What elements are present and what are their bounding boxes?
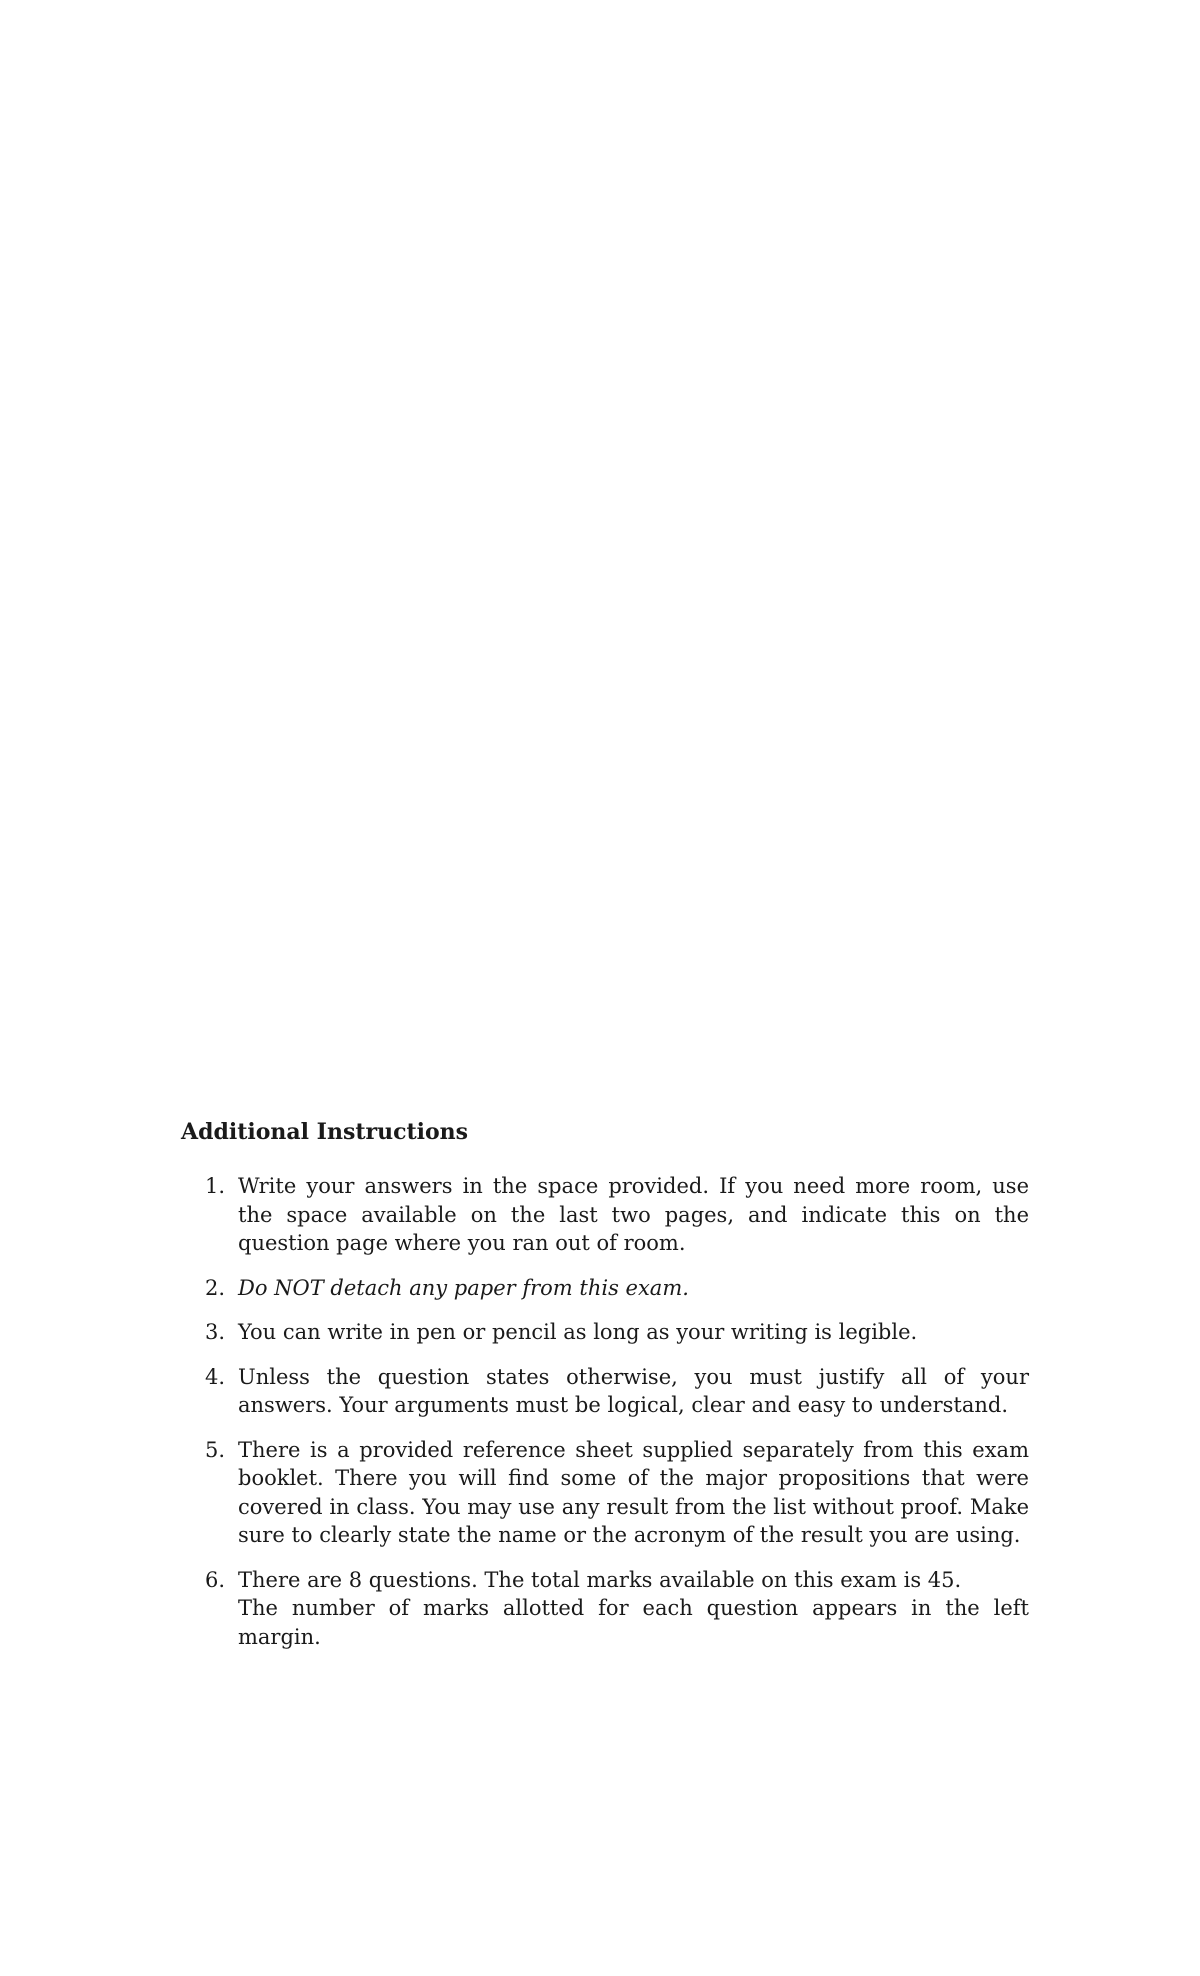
- section-heading: Additional Instructions: [181, 1119, 469, 1145]
- instruction-item: [181, 1436, 1029, 1550]
- instruction-item: [181, 1274, 1029, 1303]
- instruction-number: 5.: [205, 1437, 226, 1462]
- instruction-number: 1.: [205, 1174, 226, 1198]
- instruction-text: There is a provided reference sheet supplied separately from this exam booklet. There you will find some of the major propositions that were covered in class. You may use any result from the list without proof. Make sure to clearly state the name or the acronym of the result you are using.: [238, 1437, 1029, 1547]
- instruction-item: [181, 1318, 1029, 1347]
- instruction-item: [181, 1172, 1029, 1258]
- instruction-item: [181, 1566, 1029, 1652]
- instruction-text: There are 8 questions. The total marks available on this exam is 45.: [238, 1567, 962, 1592]
- instruction-number: 2.: [205, 1275, 226, 1300]
- instruction-text: Unless the question states otherwise, you must justify all of your answers. Your arguments must be logical, clear and easy to understand.: [238, 1364, 1029, 1417]
- instruction-number: 4.: [205, 1364, 226, 1389]
- instructions-list: [181, 1172, 1029, 1651]
- instructions-section: [181, 1118, 1029, 1667]
- instruction-text: Write your answers in the space provided. If you need more room, use the space available on the last two pages, and indicate this on the question page where you ran out of room.: [238, 1174, 1029, 1255]
- instruction-item: [181, 1363, 1029, 1420]
- instruction-number: 6.: [205, 1567, 226, 1592]
- instruction-text: The number of marks allotted for each question appears in the left margin.: [238, 1596, 1029, 1649]
- instruction-text: You can write in pen or pencil as long as your writing is legible.: [238, 1320, 918, 1344]
- instruction-text: Do NOT detach any paper from this exam.: [238, 1275, 689, 1300]
- instruction-number: 3.: [205, 1320, 226, 1344]
